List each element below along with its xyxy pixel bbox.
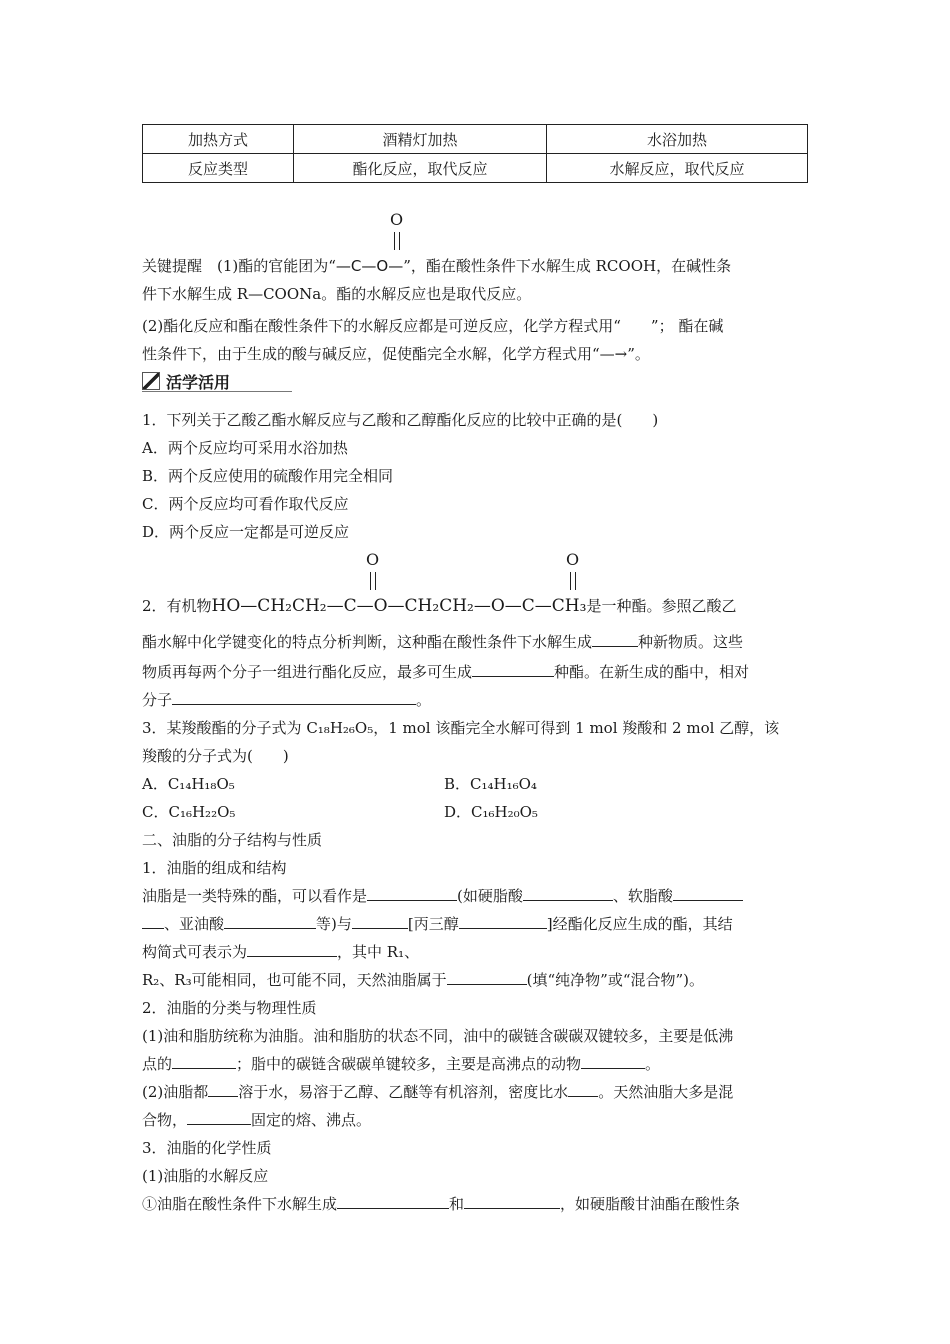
answer-blank[interactable] <box>523 886 613 901</box>
text: (填“纯净物”或“混合物”)。 <box>526 971 705 989</box>
answer-blank[interactable] <box>459 914 547 929</box>
key-point-line: 件下水解生成 R—COONa。酯的水解反应也是取代反应。 <box>142 285 532 303</box>
table-cell: 反应类型 <box>143 154 294 183</box>
text: 。天然油脂大多是混 <box>598 1083 734 1101</box>
text: 合物， <box>142 1111 188 1129</box>
subsection-title: 2．油脂的分类与物理性质 <box>142 999 317 1017</box>
question-stem: 1．下列关于乙酸乙酯水解反应与乙酸和乙醇酯化反应的比较中正确的是( ) <box>142 411 659 429</box>
question-line <box>142 662 749 682</box>
text: (2)油脂都 <box>142 1083 209 1101</box>
key-point-line <box>142 256 731 276</box>
question-text: 2．有机物 <box>142 597 212 615</box>
text: R₂、R₃可能相同，也可能不同，天然油脂属于 <box>142 971 447 989</box>
answer-blank[interactable] <box>464 1194 560 1209</box>
text: 点的 <box>142 1055 173 1073</box>
answer-blank[interactable] <box>208 1082 238 1097</box>
key-point-line: (2)酯化反应和酯在酸性条件下的水解反应都是可逆反应，化学方程式用“ ”； 酯在碱 <box>142 317 724 335</box>
text: 固定的熔、沸点。 <box>251 1111 372 1129</box>
paragraph-line <box>142 1110 371 1130</box>
question-text: 。 <box>416 691 432 709</box>
option: A．两个反应均可采用水浴加热 <box>142 439 348 457</box>
question-text: 是一种酯。参照乙酸乙 <box>586 597 737 615</box>
answer-blank[interactable] <box>172 690 416 705</box>
double-bond <box>370 572 376 590</box>
answer-blank[interactable] <box>337 1194 449 1209</box>
answer-blank[interactable] <box>247 942 337 957</box>
question-text: 物质再每两个分子一组进行酯化反应，最多可生成 <box>142 663 473 681</box>
paragraph-line <box>142 970 704 990</box>
subsection-title: 1．油脂的组成和结构 <box>142 859 287 877</box>
paragraph-line <box>142 886 743 906</box>
paragraph-line <box>142 914 733 934</box>
divider <box>142 391 292 392</box>
subsection-title: 3．油脂的化学性质 <box>142 1139 272 1157</box>
question-line <box>142 632 743 652</box>
table-row <box>143 125 808 154</box>
answer-blank[interactable] <box>568 1082 598 1097</box>
paragraph-line <box>142 1054 660 1074</box>
text: ；脂中的碳链含碳碳单键较多，主要是高沸点的动物 <box>236 1055 582 1073</box>
double-bond <box>394 232 400 250</box>
answer-blank[interactable] <box>367 886 457 901</box>
question-text: 种酯。在新生成的酯中，相对 <box>554 663 750 681</box>
slash-icon <box>142 372 160 390</box>
question-line <box>142 690 431 710</box>
text: 、亚油酸 <box>164 915 225 933</box>
question-stem: 3．某羧酸酯的分子式为 C₁₈H₂₆O₅，1 mol 该酯完全水解可得到 1 mol 羧酸和 2 mol 乙醇，该 <box>142 719 780 737</box>
text: 、软脂酸 <box>612 887 673 905</box>
answer-blank[interactable] <box>472 662 554 677</box>
section-title: 二、油脂的分子结构与性质 <box>142 831 323 849</box>
text: 和 <box>449 1195 465 1213</box>
question-stem <box>142 596 736 616</box>
text: 等)与 <box>316 915 352 933</box>
double-bond <box>570 572 576 590</box>
option: B．两个反应使用的硫酸作用完全相同 <box>142 467 394 485</box>
table-cell: 水浴加热 <box>547 125 808 154</box>
table-cell: 酒精灯加热 <box>294 125 547 154</box>
paragraph-line <box>142 1194 740 1214</box>
text: ①油脂在酸性条件下水解生成 <box>142 1195 338 1213</box>
question-stem: 羧酸的分子式为( ) <box>142 747 289 765</box>
option: D．C₁₆H₂₀O₅ <box>444 803 538 821</box>
text: 油脂是一类特殊的酯，可以看作是 <box>142 887 368 905</box>
option: D．两个反应一定都是可逆反应 <box>142 523 350 541</box>
option: A．C₁₄H₁₈O₅ <box>142 775 235 793</box>
text: 溶于水，易溶于乙醇、乙醚等有机溶剂，密度比水 <box>238 1083 569 1101</box>
text: (如硬脂酸 <box>457 887 523 905</box>
answer-blank[interactable] <box>592 632 638 647</box>
text: ，如硬脂酸甘油酯在酸性条 <box>560 1195 741 1213</box>
answer-blank[interactable] <box>673 886 743 901</box>
question-text: 分子 <box>142 691 173 709</box>
answer-blank[interactable] <box>187 1110 251 1125</box>
key-point-text: 关键提醒 (1)酯的官能团为“ <box>142 257 336 275</box>
table-row <box>143 154 808 183</box>
text: 构简式可表示为 <box>142 943 248 961</box>
section-heading-label: 活学活用 <box>166 373 231 392</box>
key-point-text: ”，酯在酸性条件下水解生成 RCOOH，在碱性条 <box>403 257 732 275</box>
table-cell: 酯化反应，取代反应 <box>294 154 547 183</box>
answer-blank[interactable] <box>142 914 164 929</box>
subsection-title: (1)油脂的水解反应 <box>142 1167 269 1185</box>
paragraph-line: (1)油和脂肪统称为油脂。油和脂肪的状态不同，油中的碳链含碳碳双键较多，主要是低沸 <box>142 1027 734 1045</box>
question-text: 酯水解中化学键变化的特点分析判断，这种酯在酸性条件下水解生成 <box>142 633 593 651</box>
answer-blank[interactable] <box>447 970 527 985</box>
option: B．C₁₄H₁₆O₄ <box>444 775 537 793</box>
table-cell: 加热方式 <box>143 125 294 154</box>
comparison-table <box>142 124 808 183</box>
text: ]经酯化反应生成的酯，其结 <box>546 915 733 933</box>
carbonyl-oxygen: O <box>566 550 580 569</box>
paragraph-line <box>142 942 419 962</box>
paragraph-line <box>142 1082 733 1102</box>
key-point-line: 性条件下，由于生成的酸与碱反应，促使酯完全水解，化学方程式用“—→”。 <box>142 345 650 363</box>
text: ，其中 R₁、 <box>337 943 420 961</box>
answer-blank[interactable] <box>352 914 408 929</box>
carbonyl-oxygen: O <box>390 210 404 229</box>
option: C．C₁₆H₂₂O₅ <box>142 803 236 821</box>
question-text: 种新物质。这些 <box>638 633 744 651</box>
answer-blank[interactable] <box>172 1054 236 1069</box>
ester-structure: HO—CH₂CH₂—C—O—CH₂CH₂—O—C—CH₃ <box>211 596 587 616</box>
carbonyl-oxygen: O <box>366 550 380 569</box>
option: C．两个反应均可看作取代反应 <box>142 495 349 513</box>
answer-blank[interactable] <box>581 1054 645 1069</box>
text: 。 <box>645 1055 661 1073</box>
table-cell: 水解反应，取代反应 <box>547 154 808 183</box>
section-heading <box>142 370 292 392</box>
answer-blank[interactable] <box>224 914 316 929</box>
text: [丙三醇 <box>407 915 459 933</box>
functional-group-formula: —C—O— <box>335 257 404 275</box>
